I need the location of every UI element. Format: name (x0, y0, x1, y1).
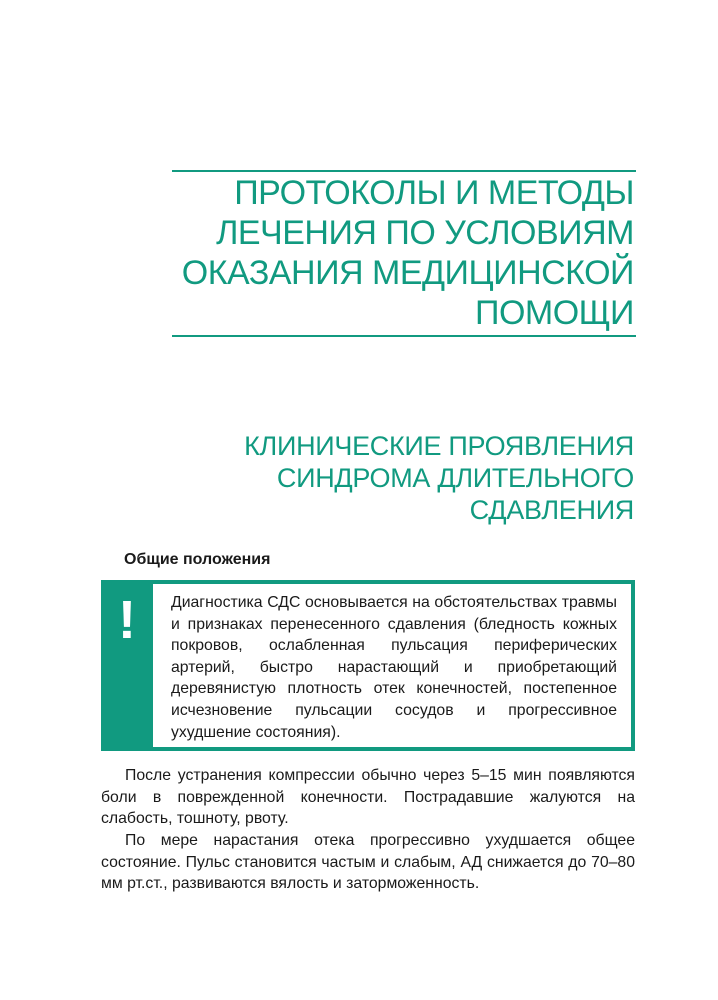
chapter-title-line-2: ЛЕЧЕНИЯ ПО УСЛОВИЯМ (216, 214, 634, 252)
exclamation-icon: ! (118, 590, 136, 650)
section-title-line-3: СДАВЛЕНИЯ (469, 495, 634, 525)
section-title-line-2: СИНДРОМА ДЛИТЕЛЬНОГО (276, 463, 634, 493)
paragraph-2: По мере нарастания отека прогрессивно ухудшается общее состояние. Пульс становится частым и слабым, АД снижается до 70–80 мм рт.ст., развиваются вялость и заторможенность. (101, 832, 635, 893)
paragraph-1: После устранения компрессии обычно через 5–15 мин появляются боли в поврежденной конечности. Пострадавшие жалуются на слабость, тошноту, рвоту. (101, 767, 635, 828)
section-title-line-1: КЛИНИЧЕСКИЕ ПРОЯВЛЕНИЯ (244, 431, 634, 461)
chapter-title-line-4: ПОМОЩИ (475, 294, 634, 332)
section-title (180, 430, 634, 526)
chapter-title-bottom-rule (172, 335, 636, 337)
chapter-title (140, 173, 634, 333)
warning-callout-text: Диагностика СДС основывается на обстоятельствах травмы и признаках перенесенного сдавления (бледность кожных покровов, ослабленная пульсация периферических артерий, быстро нарастающий и приобретающий деревянистую плотность отек конечностей, постепенное исчезновение пульсации сосудов и прогрессивное ухудшение состояния). (171, 594, 617, 741)
chapter-title-line-1: ПРОТОКОЛЫ И МЕТОДЫ (234, 174, 634, 212)
warning-callout (101, 580, 635, 751)
warning-callout-body (153, 584, 631, 747)
chapter-title-line-3: ОКАЗАНИЯ МЕДИЦИНСКОЙ (181, 254, 634, 292)
subheading: Общие положения (124, 551, 271, 568)
chapter-title-top-rule (172, 170, 636, 172)
